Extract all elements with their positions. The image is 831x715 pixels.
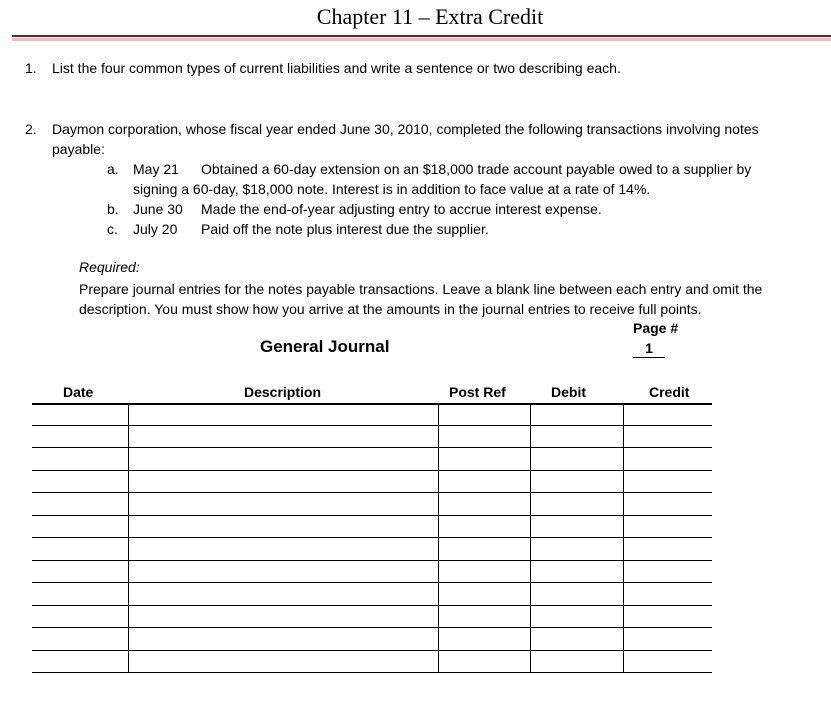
column-header-date: Date — [63, 384, 94, 400]
table-column-divider — [530, 403, 531, 673]
question-2 — [25, 119, 831, 159]
table-column-divider — [128, 403, 129, 673]
table-row-line — [32, 425, 712, 426]
transaction-letter: a. — [107, 161, 119, 177]
transaction-description: Made the end-of-year adjusting entry to accrue interest expense. — [201, 201, 602, 217]
question-1 — [25, 58, 825, 78]
transaction-date: July 20 — [133, 221, 178, 237]
title-rule-shadow — [12, 38, 831, 41]
table-column-divider — [623, 403, 624, 673]
required-line2: description. You must show how you arrive at the amounts in the journal entries to receive full points. — [79, 301, 702, 317]
required-label: Required: — [79, 259, 140, 275]
page-number-label: Page # — [633, 320, 679, 336]
question-text-line1: Daymon corporation, whose fiscal year ended June 30, 2010, completed the following transactions involving notes — [52, 121, 759, 137]
transaction-description: Obtained a 60-day extension on an $18,000 trade account payable owed to a supplier by — [201, 161, 752, 177]
page-number-value: 1 — [633, 340, 665, 358]
column-header-debit: Debit — [551, 384, 586, 400]
question-number: 2. — [25, 121, 37, 137]
table-row-line — [32, 492, 712, 493]
table-row-line — [32, 470, 712, 471]
required-instructions — [79, 279, 829, 319]
table-column-divider — [438, 403, 439, 673]
page-title: Chapter 11 – Extra Credit — [316, 4, 544, 29]
table-row-line — [32, 560, 712, 561]
transaction-description: Paid off the note plus interest due the supplier. — [201, 221, 489, 237]
table-row-line — [32, 537, 712, 538]
table-row-line — [32, 605, 712, 606]
required-line1: Prepare journal entries for the notes payable transactions. Leave a blank line between each entry and omit the — [79, 281, 763, 297]
question-text-line2: payable: — [52, 141, 105, 157]
general-journal-title: General Journal — [260, 337, 390, 356]
transaction-letter: b. — [107, 201, 119, 217]
journal-table — [32, 403, 712, 673]
table-row-line — [32, 672, 712, 673]
transaction-date: June 30 — [133, 201, 183, 217]
table-row-line — [32, 447, 712, 448]
column-header-description: Description — [244, 384, 322, 400]
transaction-letter: c. — [107, 221, 118, 237]
question-text: List the four common types of current liabilities and write a sentence or two describing each. — [52, 60, 621, 76]
table-header-rule — [32, 403, 712, 405]
column-header-credit: Credit — [649, 384, 690, 400]
table-row-line — [32, 582, 712, 583]
title-rule — [12, 35, 831, 37]
transaction-date: May 21 — [133, 161, 179, 177]
table-row-line — [32, 627, 712, 628]
question-number: 1. — [25, 60, 37, 76]
table-row-line — [32, 515, 712, 516]
table-row-line — [32, 650, 712, 651]
column-header-post-ref: Post Ref — [449, 384, 506, 400]
transaction-description-cont: signing a 60-day, $18,000 note. Interest is in addition to face value at a rate of 14%. — [133, 181, 651, 197]
